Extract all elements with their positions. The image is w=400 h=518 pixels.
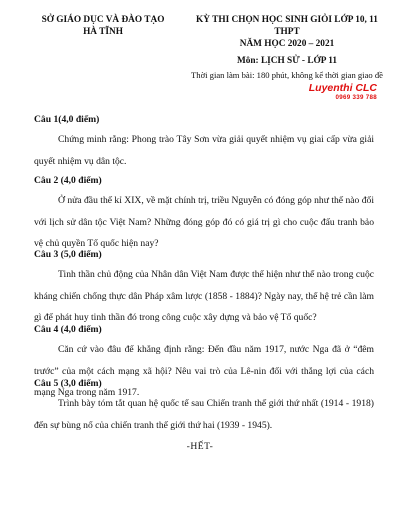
question-body: Tinh thần chủ động của Nhân dân Việt Nam được thể hiện như thế nào trong cuộc kháng chiến chống thực dân Pháp xâm lược (1858 - 1884)? Ngày nay, thế hệ trẻ cần làm gì để phát huy tinh thần đó trong công cuộc xây dựng và bảo vệ Tổ quốc? — [34, 269, 374, 323]
exam-header — [186, 14, 388, 50]
question-5 — [34, 377, 374, 436]
question-2 — [34, 174, 374, 255]
question-body: Chứng minh rằng: Phong trào Tây Sơn vừa giải quyết nhiệm vụ giai cấp vừa giải quyết nhiệm vụ dân tộc. — [34, 134, 374, 167]
exam-title: KỲ THI CHỌN HỌC SINH GIỎI LỚP 10, 11 THPT — [196, 15, 378, 37]
end-marker: -HẾT- — [186, 441, 214, 452]
question-title: Câu 5 (3,0 điểm) — [34, 378, 102, 389]
stamp-name: Luyenthi CLC — [308, 82, 377, 94]
question-body: Trình bày tóm tắt quan hệ quốc tế sau Chiến tranh thế giới thứ nhất (1914 - 1918) đến sự bùng nổ của chiến tranh thế giới thứ hai (1939 - 1945). — [34, 398, 374, 431]
stamp-phone: 0969 339 788 — [335, 94, 377, 101]
department-name: SỞ GIÁO DỤC VÀ ĐÀO TẠO — [41, 15, 165, 25]
exam-time-note: Thời gian làm bài: 180 phút, không kể thời gian giao đề — [191, 70, 383, 80]
question-title: Câu 2 (4,0 điểm) — [34, 175, 102, 186]
question-title: Câu 4 (4,0 điểm) — [34, 324, 102, 335]
watermark-stamp — [285, 83, 377, 101]
question-title: Câu 1(4,0 điểm) — [34, 114, 100, 125]
question-body: Căn cứ vào đâu để khẳng định rằng: Đến đầu năm 1917, nước Nga đã ở “đêm trước” của một cách mạng xã hội? Nêu vai trò của Lê-nin đối với thắng lợi của cách mạng Nga trong năm 1917. — [34, 344, 374, 398]
question-1 — [34, 113, 374, 172]
exam-subject: Môn: LỊCH SỬ - LỚP 11 — [236, 56, 338, 66]
question-3 — [34, 248, 374, 329]
exam-year: NĂM HỌC 2020 – 2021 — [239, 39, 335, 49]
question-body: Ở nửa đầu thế kỉ XIX, về mặt chính trị, triều Nguyễn có đóng góp như thế nào đối với lịch sử dân tộc Việt Nam? Những đóng góp đó có giá trị gì cho cuộc đấu tranh bảo vệ chủ quyền Tổ quốc hiện nay? — [34, 195, 374, 249]
department-header — [28, 14, 178, 38]
department-province: HÀ TĨNH — [83, 27, 123, 37]
question-title: Câu 3 (5,0 điểm) — [34, 249, 102, 260]
